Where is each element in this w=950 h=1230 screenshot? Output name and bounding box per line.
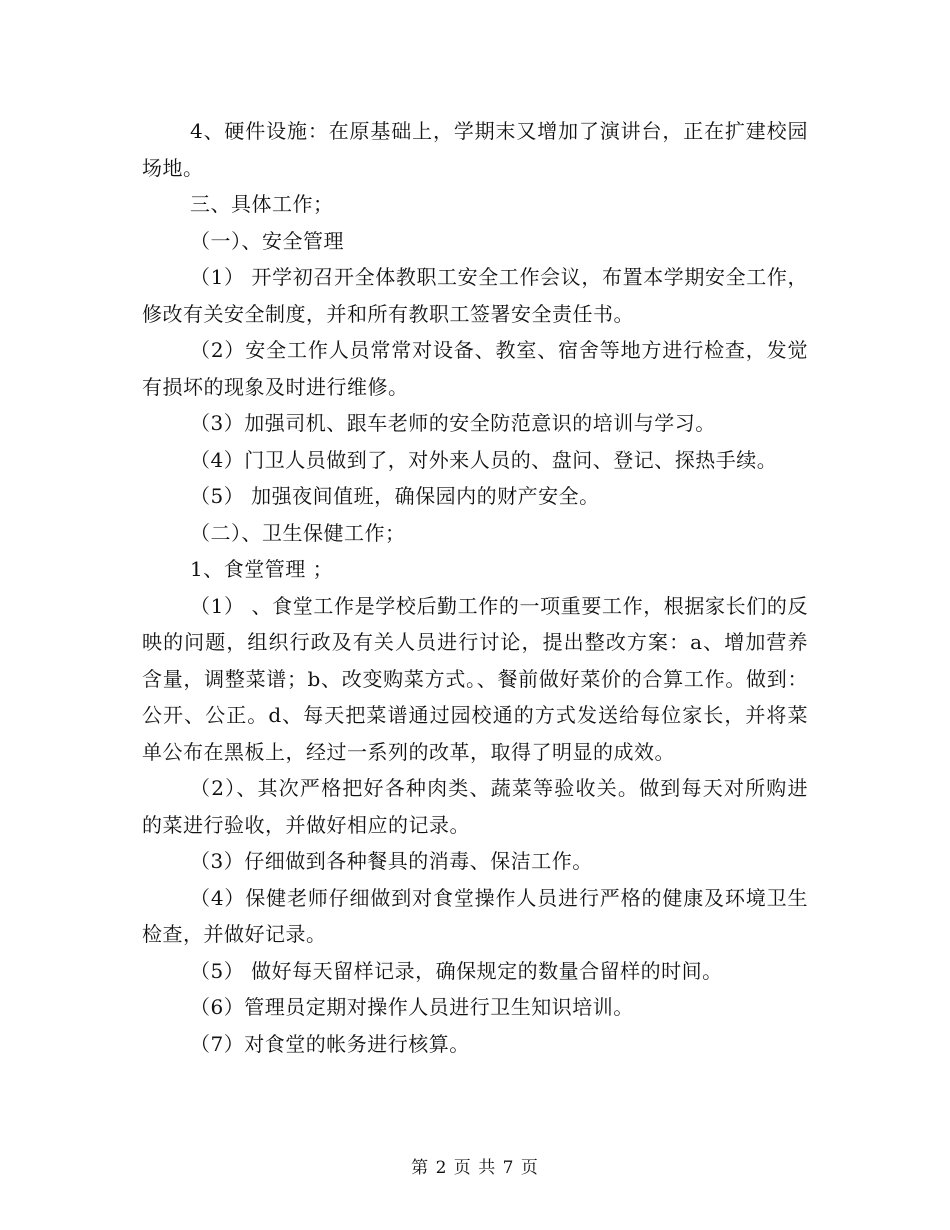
paragraph-canteen-item-2: （2）、其次严格把好各种肉类、蔬菜等验收关。做到每天对所购进的菜进行验收，并做好相应的记录。 [142, 776, 808, 837]
paragraph-safety-item-3: （3）加强司机、跟车老师的安全防范意识的培训与学习。 [190, 411, 716, 435]
heading-canteen-management: 1、食堂管理 ； [190, 557, 334, 581]
paragraph-safety-item-5: （5） 加强夜间值班，确保园内的财产安全。 [190, 484, 600, 508]
paragraph-hardware-facilities: 4、硬件设施：在原基础上，学期末又增加了演讲台，正在扩建校园场地。 [142, 119, 808, 180]
paragraph-canteen-item-6: （6）管理员定期对操作人员进行卫生知识培训。 [190, 995, 634, 1019]
heading-health-care: （二）、卫生保健工作； [190, 520, 406, 545]
document-body [142, 113, 808, 1062]
paragraph-canteen-item-5: （5） 做好每天留样记录，确保规定的数量合留样的时间。 [190, 958, 723, 983]
paragraph-canteen-item-1: （1） 、食堂工作是学校后勤工作的一项重要工作，根据家长们的反映的问题，组织行政及有关人员进行讨论，提出整改方案：a、增加营养含量，调整菜谱；b、改变购菜方式。、餐前做好菜价的合算工作。做到：公开、公正。d、每天把菜谱通过园校通的方式发送给每位家长，并将菜单公布在黑板上，经过一系列的改革，取得了明显的成效。 [142, 593, 808, 764]
paragraph-canteen-item-7: （7）对食堂的帐务进行核算。 [190, 1031, 470, 1056]
paragraph-safety-item-4: （4）门卫人员做到了，对外来人员的、盘问、登记、探热手续。 [190, 447, 778, 472]
paragraph-safety-item-1: （1） 开学初召开全体教职工安全工作会议，布置本学期安全工作，修改有关安全制度，并和所有教职工签署安全责任书。 [142, 265, 808, 326]
heading-safety-management: （一）、安全管理 [190, 228, 344, 253]
paragraph-safety-item-2: （2）安全工作人员常常对设备、教室、宿舍等地方进行检查，发觉有损坏的现象及时进行维修。 [142, 338, 808, 399]
paragraph-canteen-item-4: （4）保健老师仔细做到对食堂操作人员进行严格的健康及环境卫生检查，并做好记录。 [142, 885, 808, 946]
paragraph-canteen-item-3: （3）仔细做到各种餐具的消毒、保洁工作。 [190, 849, 593, 873]
heading-specific-work: 三、具体工作； [190, 192, 334, 216]
page-number-footer: 第 2 页 共 7 页 [411, 1158, 539, 1178]
